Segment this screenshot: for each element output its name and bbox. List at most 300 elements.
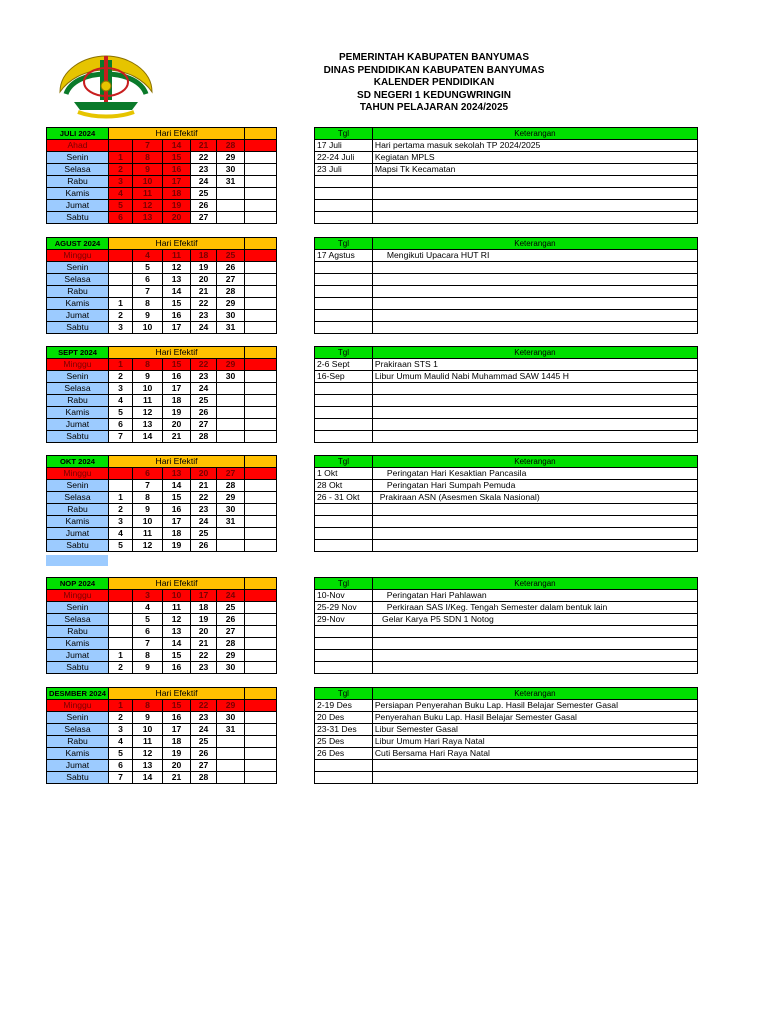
- week-day-row: [47, 395, 277, 407]
- event-row: [315, 468, 698, 480]
- month-events-table: [314, 237, 698, 334]
- date-cell: 5: [109, 200, 133, 212]
- day-name: Jumat: [47, 760, 109, 772]
- month-calendar-table: [46, 687, 277, 784]
- effective-days-extra-cell: [245, 128, 277, 140]
- event-row: [315, 176, 698, 188]
- week-day-row: [47, 359, 277, 371]
- day-name: Senin: [47, 480, 109, 492]
- date-cell: 10: [133, 383, 163, 395]
- header-line-title: KALENDER PENDIDIKAN: [373, 77, 495, 88]
- event-description: [372, 322, 697, 334]
- date-cell: 4: [109, 736, 133, 748]
- month-name: SEPT 2024: [47, 347, 109, 359]
- week-day-row: [47, 590, 277, 602]
- event-date: [315, 176, 373, 188]
- day-name: Ahad: [47, 140, 109, 152]
- date-cell: [109, 468, 133, 480]
- event-row: [315, 650, 698, 662]
- date-cell: 25: [191, 736, 217, 748]
- date-cell: 31: [217, 516, 245, 528]
- month-name: AGUST 2024: [47, 238, 109, 250]
- date-cell: 12: [163, 262, 191, 274]
- event-date: 26 - 31 Okt: [315, 492, 373, 504]
- day-name: Sabtu: [47, 772, 109, 784]
- date-cell: 14: [133, 431, 163, 443]
- date-cell: 3: [109, 176, 133, 188]
- events-description-header: Keterangan: [372, 688, 697, 700]
- date-cell: [245, 700, 277, 712]
- date-cell: 31: [217, 176, 245, 188]
- day-name: Jumat: [47, 528, 109, 540]
- day-name: Kamis: [47, 407, 109, 419]
- date-cell: [245, 262, 277, 274]
- date-cell: [245, 152, 277, 164]
- date-cell: 20: [163, 212, 191, 224]
- date-cell: 22: [191, 152, 217, 164]
- header-line-year: TAHUN PELAJARAN 2024/2025: [359, 102, 509, 113]
- date-cell: 12: [163, 614, 191, 626]
- events-description-header: Keterangan: [372, 128, 697, 140]
- effective-days-extra-cell: [245, 578, 277, 590]
- event-row: [315, 516, 698, 528]
- day-name: Selasa: [47, 614, 109, 626]
- day-name: Rabu: [47, 286, 109, 298]
- date-cell: 8: [133, 359, 163, 371]
- event-description: [372, 383, 697, 395]
- date-cell: 17: [163, 322, 191, 334]
- event-date: 17 Juli: [315, 140, 373, 152]
- date-cell: 18: [163, 528, 191, 540]
- events-date-header: Tgl: [315, 347, 373, 359]
- event-row: [315, 662, 698, 674]
- month-header-row: [47, 688, 277, 700]
- week-day-row: [47, 700, 277, 712]
- date-cell: 11: [163, 250, 191, 262]
- date-cell: [217, 736, 245, 748]
- date-cell: [217, 748, 245, 760]
- date-cell: [217, 760, 245, 772]
- date-cell: [245, 480, 277, 492]
- date-cell: 2: [109, 712, 133, 724]
- date-cell: 27: [217, 468, 245, 480]
- month-header-row: [47, 238, 277, 250]
- day-name: Jumat: [47, 310, 109, 322]
- date-cell: 4: [109, 188, 133, 200]
- day-name: Jumat: [47, 419, 109, 431]
- date-cell: 25: [217, 602, 245, 614]
- event-row: [315, 298, 698, 310]
- date-cell: 11: [133, 395, 163, 407]
- date-cell: [245, 614, 277, 626]
- event-date: [315, 760, 373, 772]
- date-cell: 5: [133, 262, 163, 274]
- date-cell: [109, 614, 133, 626]
- day-name: Selasa: [47, 164, 109, 176]
- date-cell: 10: [163, 590, 191, 602]
- date-cell: 7: [133, 286, 163, 298]
- date-cell: 30: [217, 712, 245, 724]
- events-date-header: Tgl: [315, 238, 373, 250]
- week-day-row: [47, 262, 277, 274]
- event-date: [315, 638, 373, 650]
- event-row: [315, 712, 698, 724]
- date-cell: 3: [109, 724, 133, 736]
- event-description: Cuti Bersama Hari Raya Natal: [372, 748, 697, 760]
- date-cell: 1: [109, 650, 133, 662]
- day-name: Kamis: [47, 748, 109, 760]
- date-cell: [217, 407, 245, 419]
- date-cell: 17: [163, 383, 191, 395]
- date-cell: [109, 274, 133, 286]
- date-cell: [217, 431, 245, 443]
- date-cell: [245, 298, 277, 310]
- date-cell: 16: [163, 310, 191, 322]
- date-cell: 17: [163, 176, 191, 188]
- date-cell: [245, 662, 277, 674]
- date-cell: [217, 419, 245, 431]
- date-cell: 26: [191, 200, 217, 212]
- blank-highlight-cell: [46, 555, 108, 566]
- date-cell: 3: [109, 322, 133, 334]
- date-cell: 11: [133, 188, 163, 200]
- date-cell: [245, 419, 277, 431]
- day-name: Rabu: [47, 395, 109, 407]
- date-cell: 12: [133, 748, 163, 760]
- date-cell: [109, 602, 133, 614]
- day-name: Selasa: [47, 492, 109, 504]
- date-cell: 21: [163, 772, 191, 784]
- date-cell: [245, 188, 277, 200]
- date-cell: [245, 395, 277, 407]
- date-cell: [109, 638, 133, 650]
- date-cell: [245, 274, 277, 286]
- day-name: Selasa: [47, 383, 109, 395]
- week-day-row: [47, 724, 277, 736]
- date-cell: 6: [133, 468, 163, 480]
- event-row: [315, 322, 698, 334]
- event-row: [315, 504, 698, 516]
- effective-days-extra-cell: [245, 456, 277, 468]
- events-header-row: [315, 688, 698, 700]
- date-cell: 24: [217, 590, 245, 602]
- date-cell: 14: [163, 638, 191, 650]
- week-day-row: [47, 188, 277, 200]
- date-cell: [217, 395, 245, 407]
- day-name: Senin: [47, 712, 109, 724]
- event-date: 22-24 Juli: [315, 152, 373, 164]
- week-day-row: [47, 468, 277, 480]
- date-cell: 19: [163, 748, 191, 760]
- week-day-row: [47, 322, 277, 334]
- effective-days-label: Hari Efektif: [109, 128, 245, 140]
- day-name: Rabu: [47, 626, 109, 638]
- day-name: Sabtu: [47, 431, 109, 443]
- week-day-row: [47, 748, 277, 760]
- date-cell: 22: [191, 700, 217, 712]
- date-cell: 24: [191, 516, 217, 528]
- week-day-row: [47, 419, 277, 431]
- event-date: 2-19 Des: [315, 700, 373, 712]
- event-row: [315, 736, 698, 748]
- event-date: [315, 540, 373, 552]
- event-row: [315, 431, 698, 443]
- date-cell: [245, 322, 277, 334]
- day-name: Senin: [47, 602, 109, 614]
- date-cell: [245, 772, 277, 784]
- event-date: [315, 516, 373, 528]
- events-date-header: Tgl: [315, 688, 373, 700]
- week-day-row: [47, 772, 277, 784]
- event-description: Perkiraan SAS I/Keg. Tengah Semester dalam bentuk lain: [372, 602, 697, 614]
- event-description: [372, 528, 697, 540]
- day-name: Rabu: [47, 736, 109, 748]
- week-day-row: [47, 650, 277, 662]
- event-row: [315, 492, 698, 504]
- date-cell: 12: [133, 200, 163, 212]
- date-cell: [245, 504, 277, 516]
- event-row: [315, 602, 698, 614]
- event-description: Libur Semester Gasal: [372, 724, 697, 736]
- date-cell: [245, 407, 277, 419]
- date-cell: 4: [109, 395, 133, 407]
- date-cell: [245, 286, 277, 298]
- date-cell: 8: [133, 492, 163, 504]
- event-description: Hari pertama masuk sekolah TP 2024/2025: [372, 140, 697, 152]
- event-date: 2-6 Sept: [315, 359, 373, 371]
- date-cell: [109, 480, 133, 492]
- date-cell: [245, 528, 277, 540]
- date-cell: [109, 250, 133, 262]
- date-cell: 9: [133, 310, 163, 322]
- date-cell: 30: [217, 310, 245, 322]
- date-cell: 5: [109, 407, 133, 419]
- event-row: [315, 760, 698, 772]
- event-date: 10-Nov: [315, 590, 373, 602]
- event-row: [315, 638, 698, 650]
- date-cell: 26: [217, 614, 245, 626]
- day-name: Senin: [47, 262, 109, 274]
- date-cell: 22: [191, 650, 217, 662]
- date-cell: 2: [109, 164, 133, 176]
- date-cell: 21: [191, 638, 217, 650]
- date-cell: 23: [191, 504, 217, 516]
- month-header-row: [47, 347, 277, 359]
- event-description: Libur Umum Hari Raya Natal: [372, 736, 697, 748]
- week-day-row: [47, 662, 277, 674]
- day-name: Kamis: [47, 298, 109, 310]
- events-description-header: Keterangan: [372, 347, 697, 359]
- date-cell: [245, 590, 277, 602]
- day-name: Jumat: [47, 200, 109, 212]
- date-cell: 11: [133, 528, 163, 540]
- date-cell: 13: [163, 626, 191, 638]
- event-row: [315, 626, 698, 638]
- event-description: [372, 310, 697, 322]
- date-cell: [245, 736, 277, 748]
- date-cell: 3: [133, 590, 163, 602]
- day-name: Minggu: [47, 250, 109, 262]
- date-cell: 9: [133, 164, 163, 176]
- date-cell: 1: [109, 298, 133, 310]
- date-cell: 6: [109, 760, 133, 772]
- date-cell: 15: [163, 298, 191, 310]
- date-cell: 27: [217, 626, 245, 638]
- effective-days-label: Hari Efektif: [109, 578, 245, 590]
- week-day-row: [47, 760, 277, 772]
- week-day-row: [47, 712, 277, 724]
- date-cell: 25: [191, 528, 217, 540]
- date-cell: 10: [133, 724, 163, 736]
- date-cell: [245, 200, 277, 212]
- date-cell: 14: [163, 480, 191, 492]
- event-description: Mapsi Tk Kecamatan: [372, 164, 697, 176]
- month-calendar-table: [46, 577, 277, 674]
- date-cell: 4: [133, 250, 163, 262]
- week-day-row: [47, 200, 277, 212]
- day-name: Kamis: [47, 516, 109, 528]
- date-cell: 21: [191, 140, 217, 152]
- date-cell: [109, 626, 133, 638]
- event-date: [315, 322, 373, 334]
- date-cell: 20: [191, 626, 217, 638]
- date-cell: 23: [191, 310, 217, 322]
- effective-days-label: Hari Efektif: [109, 238, 245, 250]
- day-name: Rabu: [47, 504, 109, 516]
- date-cell: [245, 540, 277, 552]
- event-description: [372, 760, 697, 772]
- event-date: [315, 383, 373, 395]
- date-cell: 30: [217, 662, 245, 674]
- date-cell: 29: [217, 492, 245, 504]
- week-day-row: [47, 480, 277, 492]
- day-name: Senin: [47, 152, 109, 164]
- week-day-row: [47, 626, 277, 638]
- event-row: [315, 772, 698, 784]
- event-date: 23-31 Des: [315, 724, 373, 736]
- date-cell: 24: [191, 176, 217, 188]
- date-cell: 8: [133, 152, 163, 164]
- date-cell: [245, 212, 277, 224]
- date-cell: 2: [109, 371, 133, 383]
- week-day-row: [47, 431, 277, 443]
- events-header-row: [315, 347, 698, 359]
- event-description: Libur Umum Maulid Nabi Muhammad SAW 1445 H: [372, 371, 697, 383]
- date-cell: 15: [163, 492, 191, 504]
- date-cell: 28: [217, 480, 245, 492]
- date-cell: 4: [109, 528, 133, 540]
- event-description: [372, 626, 697, 638]
- date-cell: 11: [163, 602, 191, 614]
- week-day-row: [47, 736, 277, 748]
- date-cell: [245, 748, 277, 760]
- month-events-table: [314, 346, 698, 443]
- date-cell: 25: [217, 250, 245, 262]
- week-day-row: [47, 164, 277, 176]
- events-date-header: Tgl: [315, 578, 373, 590]
- date-cell: 20: [191, 468, 217, 480]
- date-cell: [245, 650, 277, 662]
- date-cell: 21: [191, 286, 217, 298]
- events-date-header: Tgl: [315, 456, 373, 468]
- date-cell: [109, 286, 133, 298]
- event-date: [315, 626, 373, 638]
- date-cell: 7: [133, 480, 163, 492]
- week-day-row: [47, 250, 277, 262]
- week-day-row: [47, 152, 277, 164]
- date-cell: [245, 468, 277, 480]
- event-row: [315, 748, 698, 760]
- event-description: [372, 212, 697, 224]
- event-description: [372, 286, 697, 298]
- date-cell: 4: [133, 602, 163, 614]
- date-cell: 6: [133, 626, 163, 638]
- date-cell: 18: [163, 736, 191, 748]
- event-description: [372, 772, 697, 784]
- events-description-header: Keterangan: [372, 238, 697, 250]
- events-date-header: Tgl: [315, 128, 373, 140]
- event-row: [315, 371, 698, 383]
- day-name: Minggu: [47, 700, 109, 712]
- header-line-government: PEMERINTAH KABUPATEN BANYUMAS: [339, 52, 529, 63]
- event-row: [315, 212, 698, 224]
- date-cell: [245, 724, 277, 736]
- date-cell: 23: [191, 712, 217, 724]
- date-cell: 15: [163, 700, 191, 712]
- date-cell: [245, 712, 277, 724]
- date-cell: 31: [217, 724, 245, 736]
- date-cell: 27: [217, 274, 245, 286]
- date-cell: [217, 188, 245, 200]
- date-cell: 23: [191, 164, 217, 176]
- effective-days-extra-cell: [245, 347, 277, 359]
- date-cell: [245, 176, 277, 188]
- date-cell: 29: [217, 298, 245, 310]
- date-cell: 10: [133, 516, 163, 528]
- date-cell: 9: [133, 504, 163, 516]
- event-date: 16-Sep: [315, 371, 373, 383]
- date-cell: 16: [163, 164, 191, 176]
- date-cell: [245, 383, 277, 395]
- date-cell: 30: [217, 504, 245, 516]
- date-cell: 16: [163, 712, 191, 724]
- event-description: Mengikuti Upacara HUT RI: [372, 250, 697, 262]
- event-date: [315, 188, 373, 200]
- date-cell: 15: [163, 152, 191, 164]
- date-cell: 3: [109, 516, 133, 528]
- date-cell: 12: [133, 407, 163, 419]
- date-cell: 22: [191, 298, 217, 310]
- date-cell: 27: [191, 419, 217, 431]
- events-header-row: [315, 128, 698, 140]
- date-cell: 25: [191, 188, 217, 200]
- event-row: [315, 724, 698, 736]
- date-cell: 29: [217, 700, 245, 712]
- week-day-row: [47, 371, 277, 383]
- event-date: 29-Nov: [315, 614, 373, 626]
- date-cell: 6: [133, 274, 163, 286]
- day-name: Kamis: [47, 638, 109, 650]
- event-date: [315, 431, 373, 443]
- day-name: Minggu: [47, 590, 109, 602]
- month-header-row: [47, 128, 277, 140]
- date-cell: [109, 590, 133, 602]
- date-cell: 16: [163, 371, 191, 383]
- date-cell: 13: [163, 468, 191, 480]
- day-name: Kamis: [47, 188, 109, 200]
- week-day-row: [47, 407, 277, 419]
- date-cell: [245, 164, 277, 176]
